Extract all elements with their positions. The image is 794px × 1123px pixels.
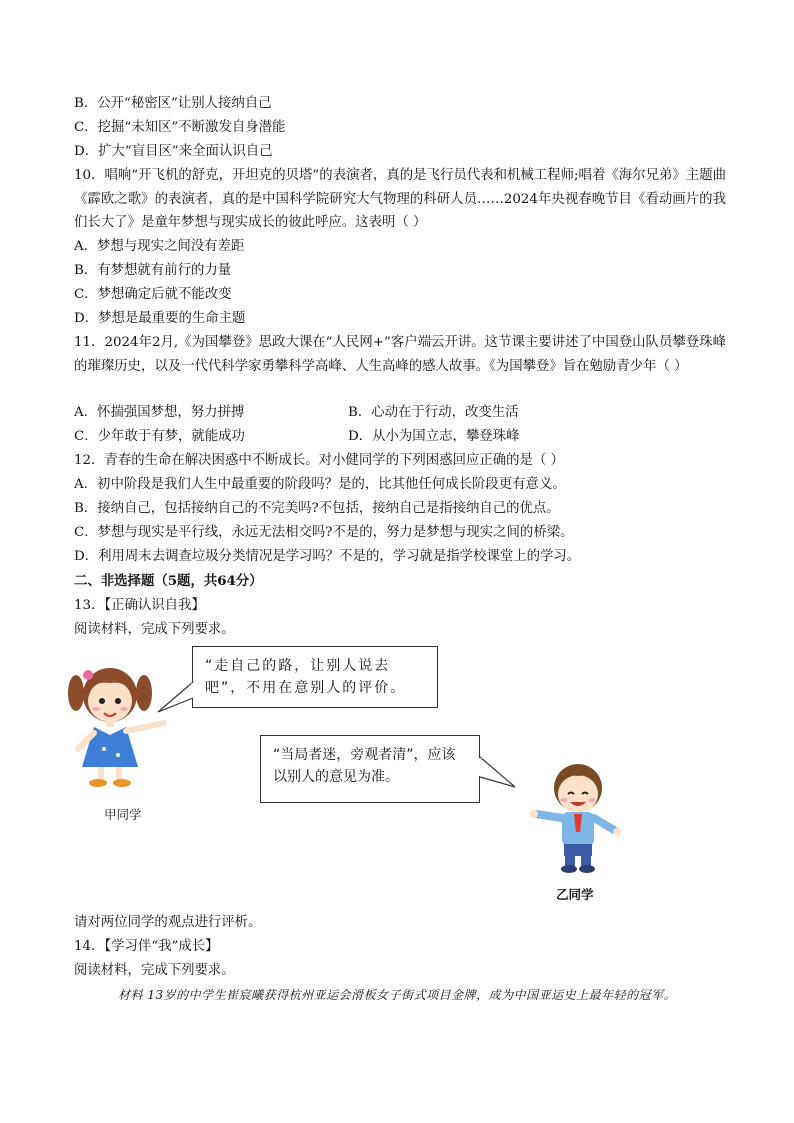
q10-option-d: D．梦想是最重要的生命主题 (74, 311, 246, 326)
q9-option-d: D．扩大“盲目区”来全面认识自己 (74, 144, 273, 159)
q11-option-c: C．少年敢于有梦，就能成功 (74, 429, 245, 444)
q14-title: 14．【学习伴“我”成长】 (74, 939, 219, 954)
q12-option-b: B．接纳自己，包括接纳自己的不完美吗?不包括，接纳自己是指接纳自己的优点。 (74, 501, 560, 516)
caption-b: 乙同学 (556, 887, 594, 902)
q11-option-d: D．从小为国立志，攀登珠峰 (348, 429, 520, 444)
q14-instruction: 阅读材料，完成下列要求。 (74, 963, 235, 978)
q9-option-c: C．挖掘“未知区”不断激发自身潜能 (74, 120, 286, 135)
bubble-b-tail (479, 755, 519, 795)
q13-task: 请对两位同学的观点进行评析。 (74, 915, 262, 930)
q10-option-a: A．梦想与现实之间没有差距 (74, 239, 245, 254)
speech-bubble-a: “走自己的路，让别人说去吧”，不用在意别人的评价。 (192, 646, 438, 708)
q13-instruction: 阅读材料，完成下列要求。 (74, 622, 235, 637)
q12-option-c: C．梦想与现实是平行线，永远无法相交吗?不是的，努力是梦想与现实之间的桥梁。 (74, 525, 574, 540)
section-heading: 二、非选择题（5题，共64分） (74, 573, 263, 589)
bubble-a-tail (156, 680, 196, 720)
speech-bubble-b: “当局者迷，旁观者清”，应该以别人的意见为准。 (260, 735, 480, 803)
q10-stem: 10．唱响“开飞机的舒克，开坦克的贝塔”的表演者，真的是飞行员代表和机械工程师;唱着《海尔兄弟》主题曲《霹欧之歌》的表演者，真的是中国科学院研究大气物理的科研人员……2024年央视春晚节目《看动画片的我们长大了》是童年梦想与现实成长的彼此呼应。这表明（ ） (74, 168, 726, 230)
caption-a: 甲同学 (104, 807, 142, 822)
q12-option-d: D．利用周末去调查垃圾分类情况是学习吗？不是的，学习就是指学校课堂上的学习。 (74, 549, 581, 564)
q11-stem: 11．2024年2月,《为国攀登》思政大课在“人民网+”客户端云开讲。这节课主要讲述了中国登山队员攀登珠峰的璀璨历史，以及一代代科学家勇攀科学高峰、人生高峰的感人故事。《为国攀登》旨在勉励青少年（ ） (74, 335, 726, 374)
q9-option-b: B．公开“秘密区”让别人接纳自己 (74, 96, 272, 111)
q10-option-c: C．梦想确定后就不能改变 (74, 287, 232, 302)
q13-title: 13．【正确认识自我】 (74, 598, 205, 613)
q11-option-b: B．心动在于行动，改变生活 (348, 405, 519, 420)
q11-option-a: A．怀揣强国梦想，努力拼搏 (74, 405, 245, 420)
boy-illustration (528, 758, 628, 878)
q12-option-a: A．初中阶段是我们人生中最重要的阶段吗？是的，比其他任何成长阶段更有意义。 (74, 477, 566, 492)
q10-option-b: B．有梦想就有前行的力量 (74, 263, 232, 278)
q14-material: 材料 13岁的中学生崔宸曦获得杭州亚运会滑板女子街式项目金牌，成为中国亚运史上最年轻的冠军。 (118, 988, 677, 1002)
q12-stem: 12．青春的生命在解决困惑中不断成长。对小健同学的下列困惑回应正确的是（ ） (74, 453, 564, 468)
